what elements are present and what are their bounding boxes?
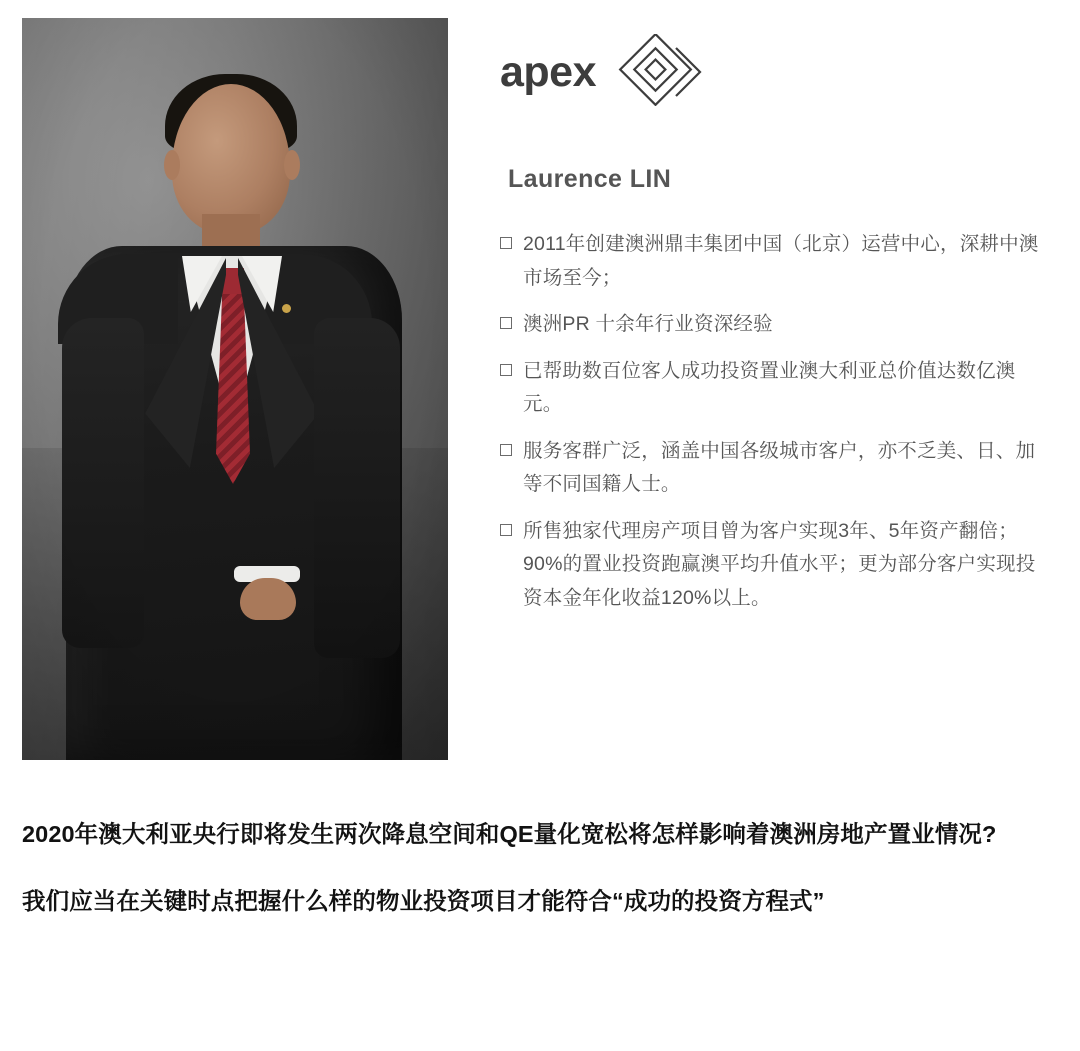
profile-text-column [448, 0, 1080, 615]
list-item [500, 355, 1046, 422]
list-item [500, 228, 1046, 295]
list-item [500, 515, 1046, 616]
list-item [500, 308, 1046, 342]
question-2: 我们应当在关键时点把握什么样的物业投资项目才能符合“成功的投资方程式” [22, 888, 825, 915]
bullet-text: 2011年创建澳洲鼎丰集团中国（北京）运营中心，深耕中澳市场至今； [523, 233, 1039, 289]
square-bullet-icon [500, 237, 512, 249]
bullet-text: 服务客群广泛，涵盖中国各级城市客户，亦不乏美、日、加等不同国籍人士。 [523, 439, 1036, 496]
question-1: 2020年澳大利亚央行即将发生两次降息空间和QE量化宽松将怎样影响着澳洲房地产置业情况? [22, 821, 997, 847]
portrait-photo [22, 18, 448, 760]
square-bullet-icon [500, 364, 512, 376]
speaker-name: Laurence LIN [508, 165, 672, 193]
brand-lockup [500, 34, 1046, 111]
photo-vignette [22, 18, 448, 760]
square-bullet-icon [500, 444, 512, 456]
profile-bullet-list [500, 228, 1046, 615]
bullet-text: 澳洲PR 十余年行业资深经验 [523, 313, 773, 336]
list-item [500, 435, 1046, 502]
apex-diamond-logo-icon [610, 34, 706, 111]
portrait-photo-container [0, 0, 448, 760]
bullet-text: 已帮助数百位客人成功投资置业澳大利亚总价值达数亿澳元。 [523, 359, 1016, 416]
brand-wordmark: apex [500, 48, 597, 96]
questions-section [22, 818, 1052, 918]
square-bullet-icon [500, 524, 512, 536]
bullet-text: 所售独家代理房产项目曾为客户实现3年、5年资产翻倍；90%的置业投资跑赢澳平均升值水平；更为部分客户实现投资本金年化收益120%以上。 [523, 519, 1036, 609]
square-bullet-icon [500, 317, 512, 329]
